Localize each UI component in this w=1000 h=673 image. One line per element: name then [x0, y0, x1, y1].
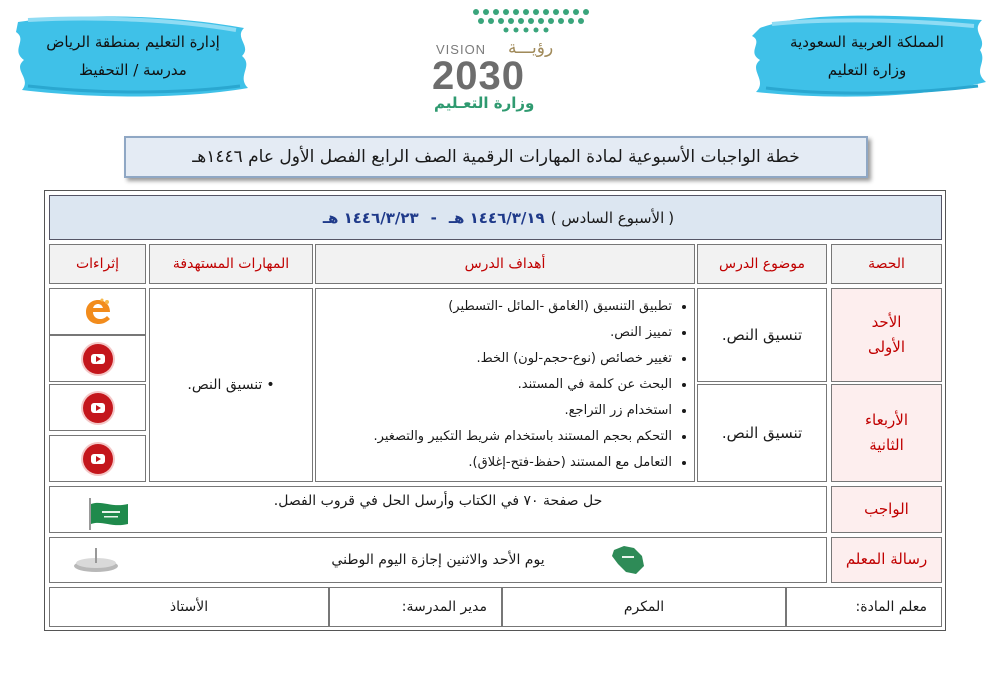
week-separator: -: [430, 208, 437, 227]
homework-label-cell: [831, 486, 942, 533]
goal-item: • البحث عن كلمة في المستند.: [374, 372, 672, 398]
youtube-icon[interactable]: [83, 444, 113, 474]
goal-item: • التحكم بحجم المستند باستخدام شريط التكبير والتصغير.: [374, 424, 672, 450]
message-text: يوم الأحد والاثنين إجازة اليوم الوطني: [331, 552, 545, 568]
footer-principal-cell: [329, 587, 502, 627]
week-end-date: ١٤٤٦/٣/٢٣ هـ: [322, 208, 419, 227]
col-header-topic: موضوع الدرس: [697, 244, 827, 284]
footer-mr-label: الأستاذ: [169, 599, 209, 615]
enrichment-link-3[interactable]: [49, 384, 146, 431]
goal-item: • التعامل مع المستند (حفظ-فتح-إغلاق).: [374, 450, 672, 476]
skill-item: تنسيق النص.: [187, 377, 263, 393]
col-header-goals: أهداف الدرس: [315, 244, 695, 284]
homework-label: الواجب: [864, 499, 909, 518]
week-row: [49, 195, 942, 240]
col-header-skills: المهارات المستهدفة: [149, 244, 313, 284]
week-label: الأسبوع السادس ): [550, 208, 665, 227]
topic-cell-1: تنسيق النص.: [697, 288, 827, 382]
message-label-cell: [831, 537, 942, 583]
school-name-label: مدرسة / التحفيظ: [79, 60, 187, 79]
goals-cell: [315, 288, 695, 482]
footer-honored-label: المكرم: [623, 599, 665, 615]
footer-mr-cell: [49, 587, 329, 627]
goal-item: • استخدام زر التراجع.: [374, 398, 672, 424]
period-number: الأولى: [867, 338, 906, 356]
school-header-banner: [8, 8, 258, 103]
saudi-flag-icon: [82, 496, 132, 532]
period-number: الثانية: [869, 436, 904, 454]
flag-stand-icon: [70, 548, 122, 574]
vision-word: VISION: [436, 42, 487, 57]
period-day: الأحد: [871, 312, 902, 331]
e-learning-icon[interactable]: [83, 297, 113, 327]
homework-text: حل صفحة ٧٠ في الكتاب وأرسل الحل في قروب الفصل.: [273, 493, 603, 509]
goal-item: • تمييز النص.: [374, 320, 672, 346]
enrichment-link-1[interactable]: [49, 288, 146, 335]
skills-cell: [149, 288, 313, 482]
vision-2030-logo: [430, 6, 595, 114]
topic-cell-2: تنسيق النص.: [697, 384, 827, 482]
skill-bullet: •: [266, 377, 275, 393]
period-day: الأربعاء: [865, 410, 909, 429]
col-header-period: الحصة: [831, 244, 942, 284]
goal-item: • تطبيق التنسيق (الغامق -المائل -التسطير): [374, 294, 672, 320]
kingdom-label: المملكة العربية السعودية: [790, 32, 944, 51]
footer-teacher-cell: [786, 587, 942, 627]
period-cell-1: [831, 288, 942, 382]
homework-text-cell: [49, 486, 827, 533]
footer-honored-cell: [502, 587, 786, 627]
plan-title: خطة الواجبات الأسبوعية لمادة المهارات الرقمية الصف الرابع الفصل الأول عام ١٤٤٦هـ: [192, 147, 800, 167]
saudi-map-icon: [608, 542, 648, 578]
vision-roya: رؤيـــة: [508, 38, 554, 58]
education-admin-label: إدارة التعليم بمنطقة الرياض: [46, 32, 220, 51]
goals-list: [374, 294, 676, 476]
plan-title-box: [124, 136, 868, 178]
youtube-icon[interactable]: [83, 393, 113, 423]
ministry-header-banner: [742, 8, 992, 103]
ministry-label: وزارة التعليم: [827, 60, 907, 79]
col-header-enrichment: إثراءات: [49, 244, 146, 284]
vision-dots-icon: [470, 6, 590, 36]
vision-ministry: وزارة التعـليم: [434, 94, 535, 112]
footer-principal-label: مدير المدرسة:: [401, 599, 487, 615]
period-cell-2: [831, 384, 942, 482]
enrichment-link-4[interactable]: [49, 435, 146, 482]
enrichment-link-2[interactable]: [49, 335, 146, 382]
message-label: رسالة المعلم: [845, 550, 928, 569]
vision-year: 2030: [432, 54, 525, 98]
footer-teacher-label: معلم المادة:: [855, 599, 927, 615]
week-start-date: ١٤٤٦/٣/١٩ هـ: [448, 208, 545, 227]
message-text-cell: [49, 537, 827, 583]
youtube-icon[interactable]: [83, 344, 113, 374]
week-open-paren: (: [668, 208, 675, 227]
goal-item: • تغيير خصائص (نوع-حجم-لون) الخط.: [374, 346, 672, 372]
